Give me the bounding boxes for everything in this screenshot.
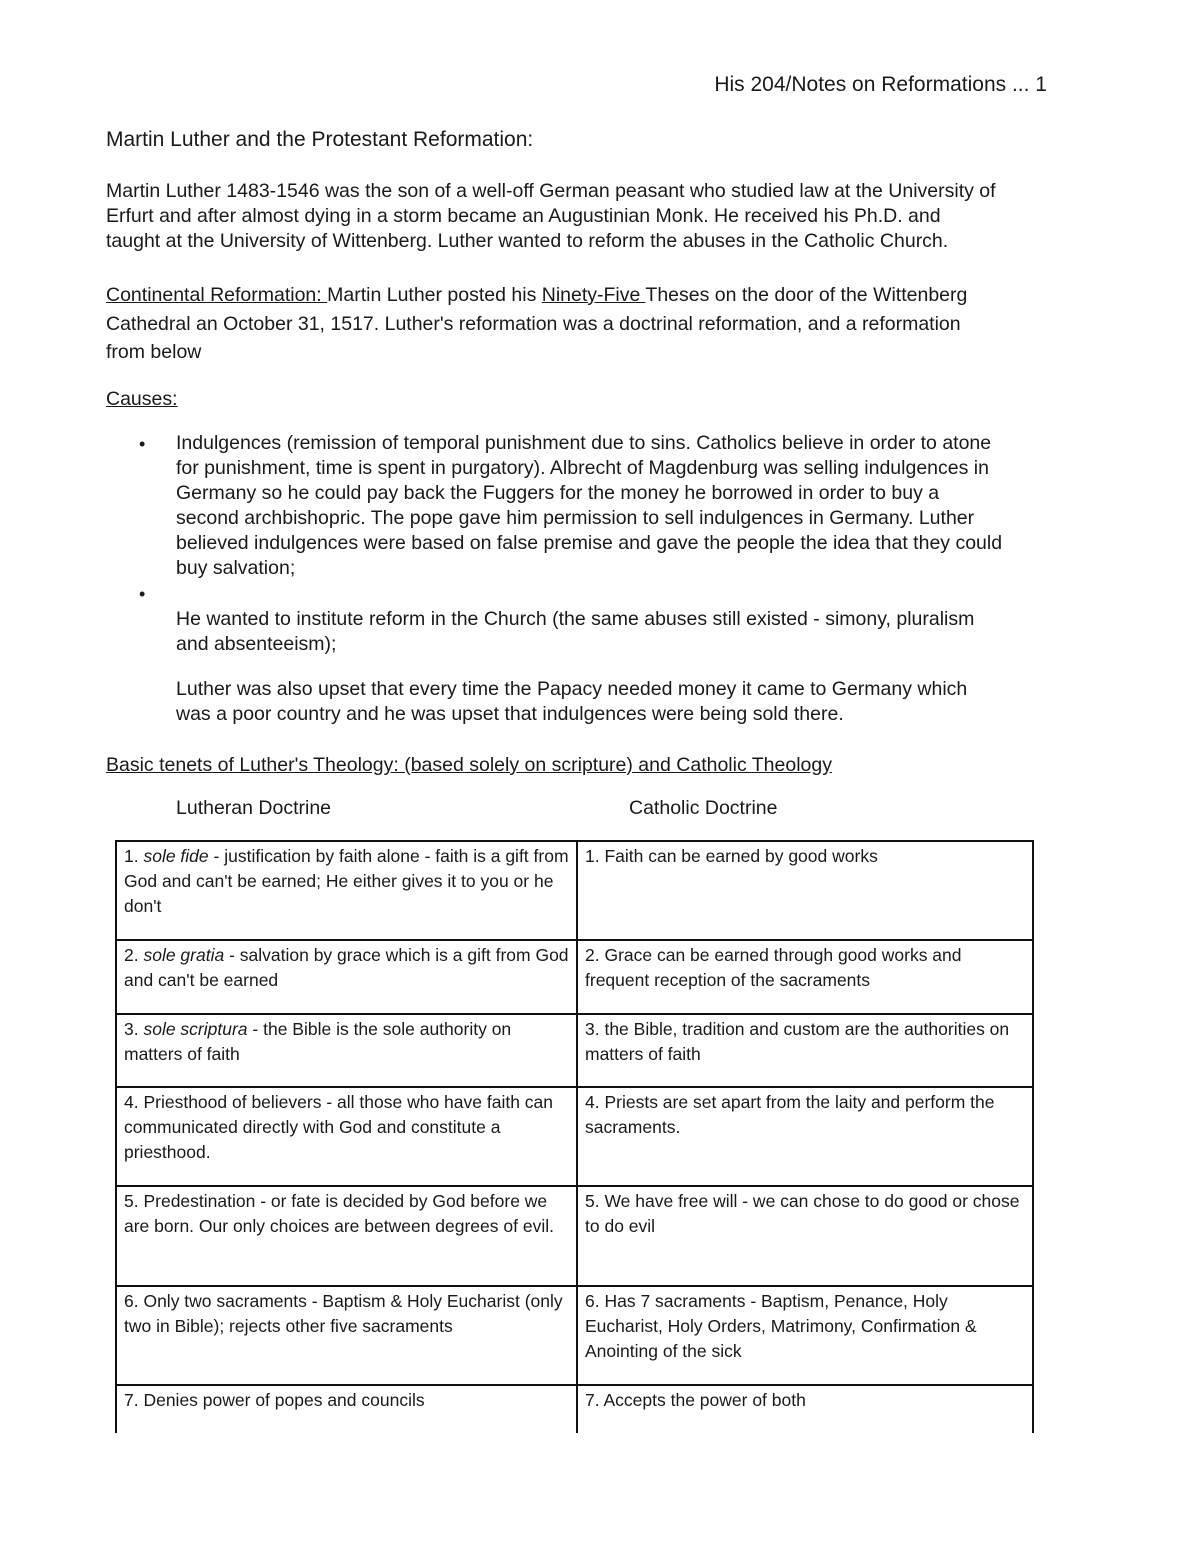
cause-line: Indulgences (remission of temporal punishment due to sins. Catholics believe in order to atone: [176, 432, 992, 454]
lutheran-cell: [116, 1014, 577, 1087]
table-row: [116, 841, 1033, 940]
cell-text: - justification by faith alone - faith is a gift from God and can't be earned; He either gives it to you or he don't: [124, 846, 569, 916]
intro-line: Martin Luther 1483-1546 was the son of a well-off German peasant who studied law at the University of: [106, 180, 996, 202]
ninety-five-term: Ninety-Five: [541, 284, 646, 306]
continental-label: Continental Reformation:: [106, 284, 328, 306]
catholic-cell: 1. Faith can be earned by good works: [577, 841, 1033, 940]
continental-text: Theses on the door of the Wittenberg: [645, 284, 968, 306]
lutheran-cell: 7. Denies power of popes and councils: [116, 1385, 577, 1433]
continental-line: Cathedral an October 31, 1517. Luther's reformation was a doctrinal reformation, and a reformation: [106, 312, 961, 335]
table-row: [116, 940, 1033, 1014]
item-number: 3.: [124, 1019, 144, 1039]
causes-heading: Causes:: [106, 388, 178, 410]
cause-line: buy salvation;: [176, 557, 296, 579]
cause-line: Germany so he could pay back the Fuggers for the money he borrowed in order to buy a: [176, 482, 940, 504]
table-row: [116, 1286, 1033, 1385]
intro-line: taught at the University of Wittenberg. Luther wanted to reform the abuses in the Catholic Church.: [106, 230, 949, 252]
intro-line: Erfurt and after almost dying in a storm became an Augustinian Monk. He received his Ph.D. and: [106, 205, 941, 227]
table-row: [116, 1087, 1033, 1186]
lutheran-cell: 4. Priesthood of believers - all those who have faith can communicated directly with God and constitute a priesthood.: [116, 1087, 577, 1186]
continental-line: from below: [106, 341, 202, 363]
catholic-cell: 4. Priests are set apart from the laity and perform the sacraments.: [577, 1087, 1033, 1186]
cause-line: believed indulgences were based on false premise and gave the people the idea that they could: [176, 532, 1003, 554]
latin-term: sole scriptura: [143, 1019, 248, 1039]
cause-line: second archbishopric. The pope gave him permission to sell indulgences in Germany. Luther: [176, 507, 975, 529]
catholic-cell: 3. the Bible, tradition and custom are the authorities on matters of faith: [577, 1014, 1033, 1087]
bullet-icon: •: [139, 434, 146, 454]
section-title: Martin Luther and the Protestant Reformation:: [106, 128, 534, 151]
table-row: [116, 1385, 1033, 1433]
intro-paragraph: [106, 179, 1096, 254]
cause-line: Luther was also upset that every time the Papacy needed money it came to Germany which: [176, 678, 968, 700]
continental-line: [106, 281, 1096, 310]
page-header: His 204/Notes on Reformations ... 1: [714, 73, 1047, 96]
lutheran-column-header: Lutheran Doctrine: [176, 797, 332, 819]
lutheran-cell: [116, 841, 577, 940]
cause-line: and absenteeism);: [176, 633, 337, 655]
catholic-cell: 7. Accepts the power of both: [577, 1385, 1033, 1433]
table-row: [116, 1014, 1033, 1087]
bullet-icon: •: [139, 584, 146, 604]
catholic-cell: 5. We have free will - we can chose to do good or chose to do evil: [577, 1186, 1033, 1286]
cause-item-papacy: [176, 677, 1096, 727]
catholic-column-header: Catholic Doctrine: [629, 797, 778, 819]
latin-term: sole fide: [143, 846, 209, 866]
lutheran-cell: 5. Predestination - or fate is decided by God before we are born. Our only choices are between degrees of evil.: [116, 1186, 577, 1286]
cause-line: for punishment, time is spent in purgatory). Albrecht of Magdenburg was selling indulgences in: [176, 457, 989, 479]
cell-text: - the Bible is the sole authority on matters of faith: [124, 1019, 512, 1064]
cell-text: - salvation by grace which is a gift from God and can't be earned: [124, 945, 569, 990]
catholic-cell: 6. Has 7 sacraments - Baptism, Penance, Holy Eucharist, Holy Orders, Matrimony, Confirmation & Anointing of the sick: [577, 1286, 1033, 1385]
item-number: 2.: [124, 945, 144, 965]
cause-item-indulgences: [176, 431, 1096, 581]
continental-text: Martin Luther posted his: [327, 284, 542, 306]
latin-term: sole gratia: [143, 945, 225, 965]
table-row: [116, 1186, 1033, 1286]
doctrine-comparison-table: [115, 840, 1034, 1433]
cause-line: was a poor country and he was upset that indulgences were being sold there.: [176, 703, 844, 725]
tenets-heading: Basic tenets of Luther's Theology: (based solely on scripture) and Catholic Theology: [106, 754, 832, 776]
lutheran-cell: [116, 940, 577, 1014]
catholic-cell: 2. Grace can be earned through good works and frequent reception of the sacraments: [577, 940, 1033, 1014]
continental-paragraph: [106, 281, 1096, 367]
item-number: 1.: [124, 846, 144, 866]
cause-line: He wanted to institute reform in the Church (the same abuses still existed - simony, pluralism: [176, 608, 975, 630]
lutheran-cell: 6. Only two sacraments - Baptism & Holy Eucharist (only two in Bible); rejects other five sacraments: [116, 1286, 577, 1385]
cause-item-reform: [176, 607, 1096, 657]
